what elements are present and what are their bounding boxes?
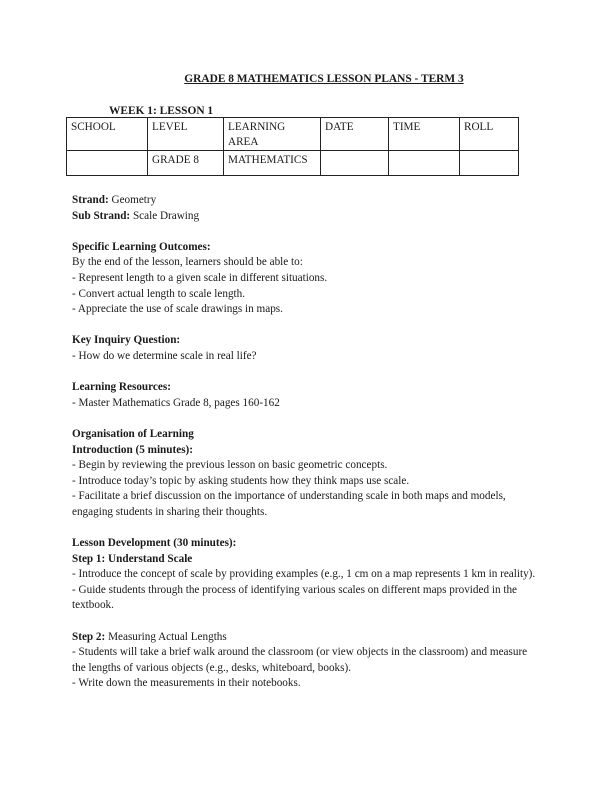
table-header-cell: SCHOOL — [67, 118, 148, 151]
list-item: - Begin by reviewing the previous lesson on basic geometric concepts. — [72, 459, 388, 472]
table-header-row — [67, 118, 519, 151]
table-cell — [389, 151, 460, 176]
strand-label: Strand: — [72, 194, 109, 206]
inquiry-heading: Key Inquiry Question: — [72, 334, 181, 347]
table-cell — [321, 151, 389, 176]
strand-line — [72, 193, 542, 209]
sub-strand-value: Scale Drawing — [130, 209, 200, 222]
list-item: - Represent length to a given scale in different situations. — [72, 271, 328, 284]
list-item: - Appreciate the use of scale drawings in maps. — [72, 303, 283, 316]
development-heading: Lesson Development (30 minutes): — [72, 537, 237, 550]
table-cell — [460, 151, 519, 176]
lesson-body — [72, 193, 542, 692]
table-header-cell: DATE — [321, 118, 389, 151]
list-item: - Write down the measurements in their notebooks. — [72, 677, 301, 690]
document-title: GRADE 8 MATHEMATICS LESSON PLANS - TERM 3 — [184, 73, 464, 85]
step1-heading: Step 1: Understand Scale — [72, 552, 193, 565]
table-cell — [67, 151, 148, 176]
sub-strand-line — [72, 209, 542, 225]
list-item: - How do we determine scale in real life? — [72, 349, 257, 362]
table-header-cell: LEVEL — [148, 118, 224, 151]
week-label: WEEK 1: LESSON 1 — [109, 105, 214, 117]
table-cell: GRADE 8 — [148, 151, 224, 176]
step2-label: Step 2: — [72, 630, 106, 643]
table-row — [67, 151, 519, 176]
strand-value: Geometry — [108, 194, 157, 206]
outcomes-heading: Specific Learning Outcomes: — [72, 240, 211, 253]
list-item: - Guide students through the process of identifying various scales on different maps provided in the textbook. — [72, 583, 518, 612]
outcomes-intro: By the end of the lesson, learners should be able to: — [72, 256, 303, 269]
list-item: - Introduce today’s topic by asking students how they think maps use scale. — [72, 474, 410, 487]
lesson-info-table — [66, 117, 519, 176]
table-header-cell: TIME — [389, 118, 460, 151]
resources-heading: Learning Resources: — [72, 381, 171, 394]
table-cell: MATHEMATICS — [224, 151, 321, 176]
step2-line — [72, 630, 542, 646]
list-item: - Facilitate a brief discussion on the importance of understanding scale in both maps and models, engaging students in sharing their thoughts. — [72, 490, 506, 518]
step2-value: Measuring Actual Lengths — [105, 630, 227, 643]
list-item: - Students will take a brief walk around the classroom (or view objects in the classroom) and measure the lengths of various objects (e.g., desks, whiteboard, books). — [72, 646, 528, 674]
table-header-cell: ROLL — [460, 118, 519, 151]
introduction-heading: Introduction (5 minutes): — [72, 443, 193, 456]
list-item: - Introduce the concept of scale by providing examples (e.g., 1 cm on a map represents 1 km in reality). — [72, 568, 536, 581]
table-header-cell: LEARNING AREA — [224, 118, 321, 151]
list-item: - Convert actual length to scale length. — [72, 287, 246, 300]
organisation-heading: Organisation of Learning — [72, 427, 194, 440]
list-item: - Master Mathematics Grade 8, pages 160-162 — [72, 396, 280, 409]
sub-strand-label: Sub Strand: — [72, 209, 131, 222]
